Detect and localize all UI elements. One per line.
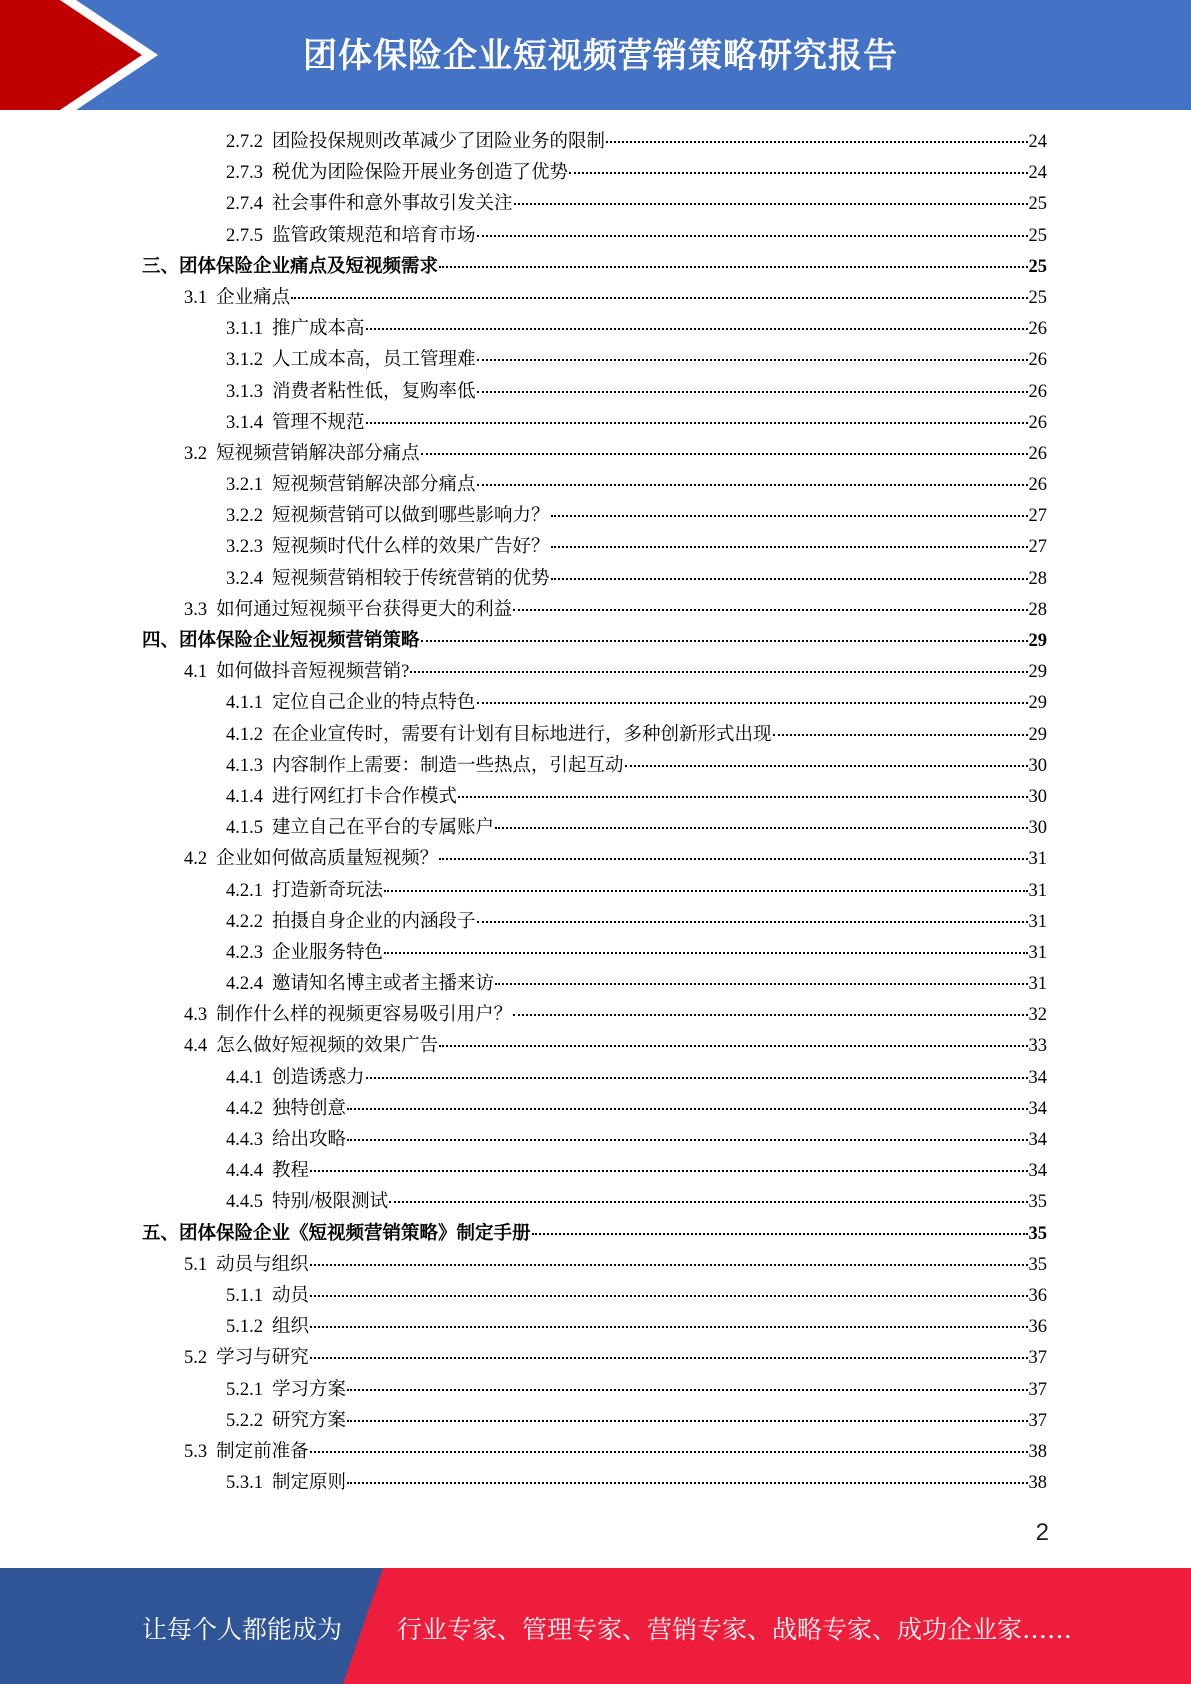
page-number: 2 <box>1035 1519 1049 1546</box>
toc-entry-page: 36 <box>1028 1317 1047 1338</box>
toc-entry-title: 建立自己在平台的专属账户 <box>272 818 495 839</box>
toc-entry-title: 在企业宣传时，需要有计划有目标地进行，多种创新形式出现 <box>272 724 772 745</box>
toc-entry-number: 3.1.3 <box>226 381 263 402</box>
toc-entry[interactable] <box>142 907 1047 938</box>
toc-entry-page: 34 <box>1028 1130 1047 1150</box>
toc-dot-leader <box>310 1295 1027 1297</box>
toc-entry-page: 26 <box>1028 412 1047 433</box>
toc-entry-title: 邀请知名博主或者主播来访 <box>272 974 495 995</box>
toc-entry-page: 29 <box>1028 662 1047 683</box>
toc-dot-leader <box>310 1357 1028 1359</box>
toc-entry-number: 5.3.1 <box>226 1473 263 1494</box>
toc-entry-title: 进行网红打卡合作模式 <box>272 786 458 807</box>
toc-dot-leader <box>606 141 1027 143</box>
toc-dot-leader <box>410 671 1027 673</box>
toc-entry-number: 2.7.2 <box>226 132 263 152</box>
toc-dot-leader <box>477 235 1028 237</box>
toc-entry[interactable] <box>142 1063 1047 1094</box>
toc-entry[interactable] <box>142 470 1047 501</box>
toc-dot-leader <box>773 734 1028 736</box>
toc-entry-number: 4.2.1 <box>226 880 263 901</box>
toc-dot-leader <box>477 391 1028 393</box>
toc-entry[interactable] <box>142 969 1047 1000</box>
toc-entry[interactable] <box>142 1250 1047 1281</box>
toc-entry-title: 给出攻略 <box>272 1130 347 1150</box>
toc-entry-number: 3.2 <box>184 443 208 464</box>
toc-entry-title: 研究方案 <box>272 1410 347 1431</box>
toc-entry[interactable] <box>142 1187 1047 1218</box>
toc-entry-number: 2.7.3 <box>226 163 263 184</box>
toc-entry-number: 5.1.1 <box>226 1285 263 1306</box>
toc-entry[interactable] <box>142 1375 1047 1406</box>
toc-entry-title: 拍摄自身企业的内涵段子 <box>272 911 476 932</box>
page-footer <box>0 1568 1191 1684</box>
toc-dot-leader <box>291 297 1027 299</box>
toc-dot-leader <box>347 1389 1027 1391</box>
toc-entry-page: 26 <box>1028 475 1047 496</box>
toc-entry-title: 组织 <box>272 1317 310 1338</box>
toc-entry[interactable] <box>142 688 1047 719</box>
toc-entry[interactable] <box>142 1343 1047 1374</box>
toc-dot-leader <box>310 1170 1027 1172</box>
toc-entry-page: 31 <box>1028 880 1047 901</box>
toc-entry-page: 37 <box>1028 1348 1047 1369</box>
toc-entry-page: 24 <box>1028 132 1047 152</box>
toc-entry-number: 5.3 <box>184 1441 208 1462</box>
toc-entry-page: 38 <box>1028 1441 1047 1462</box>
toc-entry-title: 团险投保规则改革减少了团险业务的限制 <box>272 132 606 152</box>
toc-entry-page: 35 <box>1028 1223 1047 1244</box>
toc-entry-number: 3.1.2 <box>226 350 263 371</box>
toc-entry-number: 4.4.4 <box>226 1161 263 1182</box>
toc-entry-title: 税优为团险保险开展业务创造了优势 <box>272 163 569 184</box>
toc-dot-leader <box>477 484 1028 486</box>
toc-entry-title: 监管政策规范和培育市场 <box>272 225 476 246</box>
toc-entry-page: 37 <box>1028 1410 1047 1431</box>
toc-entry-number: 4.1.4 <box>226 786 263 807</box>
toc-entry-number: 4.1.2 <box>226 724 263 745</box>
toc-dot-leader <box>477 702 1028 704</box>
toc-entry-title: 短视频营销解决部分痛点 <box>272 475 476 496</box>
toc-entry-number: 3.1.4 <box>226 412 263 433</box>
toc-entry-title: 社会事件和意外事故引发关注 <box>272 194 513 215</box>
toc-entry-page: 24 <box>1028 163 1047 184</box>
toc-entry[interactable] <box>142 221 1047 252</box>
toc-entry-page: 37 <box>1028 1379 1047 1400</box>
toc-entry[interactable] <box>142 813 1047 844</box>
toc-entry-title: 推广成本高 <box>272 319 365 340</box>
toc-entry[interactable] <box>142 501 1047 532</box>
toc-entry-page: 35 <box>1028 1254 1047 1275</box>
toc-entry-number: 3.1.1 <box>226 319 263 340</box>
toc-entry-page: 34 <box>1028 1098 1047 1119</box>
toc-entry-title: 企业如何做高质量短视频？ <box>216 849 439 870</box>
toc-entry[interactable] <box>142 1094 1047 1125</box>
toc-entry[interactable] <box>142 876 1047 907</box>
toc-entry-page: 25 <box>1028 287 1047 308</box>
toc-dot-leader <box>421 453 1028 455</box>
table-of-contents <box>142 127 1047 1499</box>
toc-entry[interactable] <box>142 782 1047 813</box>
toc-entry-page: 30 <box>1028 818 1047 839</box>
toc-dot-leader <box>569 172 1027 174</box>
toc-dot-leader <box>551 546 1028 548</box>
toc-entry-title: 短视频营销相较于传统营销的优势 <box>272 568 550 589</box>
toc-entry-number: 5.2.1 <box>226 1379 263 1400</box>
toc-entry-title: 企业痛点 <box>216 287 291 308</box>
toc-entry-page: 34 <box>1028 1067 1047 1088</box>
toc-entry[interactable] <box>142 1312 1047 1343</box>
toc-entry-page: 30 <box>1028 755 1047 776</box>
toc-entry-title: 动员与组织 <box>216 1254 309 1275</box>
toc-entry-number: 4.1.5 <box>226 818 263 839</box>
toc-entry[interactable] <box>142 1406 1047 1437</box>
toc-entry[interactable] <box>142 377 1047 408</box>
toc-entry[interactable] <box>142 345 1047 376</box>
footer-slogan-right: 行业专家、管理专家、营销专家、战略专家、成功企业家…… <box>397 1615 1073 1644</box>
toc-entry-number: 4.2.3 <box>226 942 263 963</box>
toc-entry-number: 3.2.3 <box>226 537 263 558</box>
toc-entry-page: 25 <box>1028 225 1047 246</box>
toc-dot-leader <box>514 203 1028 205</box>
toc-dot-leader <box>421 640 1028 642</box>
toc-entry-title: 打造新奇玩法 <box>272 880 384 901</box>
toc-dot-leader <box>551 578 1028 580</box>
toc-entry[interactable] <box>142 751 1047 782</box>
toc-entry-title: 人工成本高，员工管理难 <box>272 350 476 371</box>
report-title: 团体保险企业短视频营销策略研究报告 <box>303 36 898 76</box>
toc-dot-leader <box>310 1326 1027 1328</box>
toc-entry[interactable] <box>142 283 1047 314</box>
toc-entry-page: 36 <box>1028 1285 1047 1306</box>
toc-dot-leader <box>495 983 1027 985</box>
toc-entry-title: 教程 <box>272 1161 310 1182</box>
toc-entry-title: 制作什么样的视频更容易吸引用户？ <box>216 1005 513 1026</box>
toc-entry-title: 定位自己企业的特点特色 <box>272 693 476 714</box>
toc-entry-number: 4.4.5 <box>226 1192 263 1213</box>
toc-dot-leader <box>551 515 1028 517</box>
toc-entry-page: 26 <box>1028 350 1047 371</box>
toc-entry-title: 独特创意 <box>272 1098 347 1119</box>
toc-entry-number: 4.2.4 <box>226 974 263 995</box>
toc-entry[interactable] <box>142 408 1047 439</box>
toc-entry-page: 29 <box>1028 724 1047 745</box>
toc-dot-leader <box>495 827 1027 829</box>
toc-entry[interactable] <box>142 844 1047 875</box>
toc-entry-number: 2.7.4 <box>226 194 263 215</box>
page-header <box>0 0 1191 110</box>
toc-dot-leader <box>384 952 1027 954</box>
toc-entry[interactable] <box>142 1125 1047 1156</box>
toc-entry[interactable] <box>142 127 1047 158</box>
toc-dot-leader <box>439 858 1027 860</box>
toc-entry[interactable] <box>142 1219 1047 1250</box>
toc-entry-number: 5.1 <box>184 1254 208 1275</box>
toc-entry-title: 制定原则 <box>272 1473 347 1494</box>
toc-dot-leader <box>366 422 1028 424</box>
toc-entry[interactable] <box>142 1468 1047 1499</box>
toc-entry-page: 31 <box>1028 942 1047 963</box>
toc-dot-leader <box>439 1045 1027 1047</box>
toc-dot-leader <box>347 1420 1027 1422</box>
toc-entry-title: 短视频营销可以做到哪些影响力？ <box>272 506 550 527</box>
toc-entry-number: 3.2.4 <box>226 568 263 589</box>
toc-entry-title: 五、团体保险企业《短视频营销策略》制定手册 <box>142 1223 531 1244</box>
toc-entry-page: 38 <box>1028 1473 1047 1494</box>
toc-entry[interactable] <box>142 1031 1047 1062</box>
red-chevron-icon <box>0 0 160 110</box>
footer-slogan-left: 让每个人都能成为 <box>142 1615 343 1644</box>
toc-entry-title: 学习与研究 <box>216 1348 309 1369</box>
toc-dot-leader <box>477 359 1028 361</box>
toc-entry-title: 怎么做好短视频的效果广告 <box>216 1036 439 1057</box>
toc-entry-number: 4.1 <box>184 662 208 683</box>
toc-dot-leader <box>532 1233 1028 1235</box>
toc-entry-title: 三、团体保险企业痛点及短视频需求 <box>142 256 439 277</box>
toc-entry-number: 4.4.1 <box>226 1067 263 1088</box>
toc-entry-number: 3.1 <box>184 287 208 308</box>
toc-entry-page: 34 <box>1028 1161 1047 1182</box>
toc-entry-number: 2.7.5 <box>226 225 263 246</box>
toc-entry[interactable] <box>142 564 1047 595</box>
toc-entry-title: 企业服务特色 <box>272 942 384 963</box>
toc-entry-title: 制定前准备 <box>216 1441 309 1462</box>
toc-entry-page: 31 <box>1028 849 1047 870</box>
toc-entry-page: 27 <box>1028 537 1047 558</box>
toc-dot-leader <box>384 890 1027 892</box>
toc-dot-leader <box>366 1077 1028 1079</box>
toc-entry-page: 28 <box>1028 599 1047 620</box>
toc-entry-page: 28 <box>1028 568 1047 589</box>
toc-entry-title: 动员 <box>272 1285 310 1306</box>
toc-entry-page: 32 <box>1028 1005 1047 1026</box>
toc-entry[interactable] <box>142 657 1047 688</box>
toc-dot-leader <box>310 1451 1028 1453</box>
toc-entry-title: 短视频时代什么样的效果广告好？ <box>272 537 550 558</box>
toc-entry-page: 26 <box>1028 381 1047 402</box>
toc-entry[interactable] <box>142 189 1047 220</box>
toc-dot-leader <box>366 328 1028 330</box>
toc-entry-page: 35 <box>1028 1192 1047 1213</box>
toc-entry[interactable] <box>142 532 1047 563</box>
toc-entry-page: 31 <box>1028 974 1047 995</box>
toc-dot-leader <box>513 1014 1027 1016</box>
toc-entry[interactable] <box>142 626 1047 657</box>
toc-entry-number: 4.4 <box>184 1036 208 1057</box>
toc-entry[interactable] <box>142 252 1047 283</box>
toc-entry-page: 29 <box>1028 693 1047 714</box>
toc-entry-number: 4.3 <box>184 1005 208 1026</box>
toc-dot-leader <box>439 266 1027 268</box>
toc-entry-title: 特别/极限测试 <box>272 1192 389 1213</box>
toc-entry-page: 33 <box>1028 1036 1047 1057</box>
toc-entry[interactable] <box>142 938 1047 969</box>
toc-entry-page: 30 <box>1028 786 1047 807</box>
toc-entry[interactable] <box>142 439 1047 470</box>
toc-dot-leader <box>389 1201 1027 1203</box>
toc-entry-page: 25 <box>1028 256 1047 277</box>
toc-entry-page: 26 <box>1028 443 1047 464</box>
toc-dot-leader <box>477 921 1028 923</box>
toc-entry-number: 4.2 <box>184 849 208 870</box>
toc-entry-number: 3.2.1 <box>226 475 263 496</box>
toc-entry[interactable] <box>142 158 1047 189</box>
toc-entry-title: 四、团体保险企业短视频营销策略 <box>142 631 420 651</box>
toc-entry[interactable] <box>142 314 1047 345</box>
toc-entry-page: 27 <box>1028 506 1047 527</box>
toc-dot-leader <box>347 1139 1027 1141</box>
toc-entry-page: 26 <box>1028 319 1047 340</box>
toc-entry-title: 如何做抖音短视频营销? <box>216 662 410 683</box>
toc-entry-number: 4.4.3 <box>226 1130 263 1150</box>
toc-entry[interactable] <box>142 1156 1047 1187</box>
toc-dot-leader <box>310 1264 1028 1266</box>
toc-entry-title: 如何通过短视频平台获得更大的利益 <box>216 599 513 620</box>
toc-entry[interactable] <box>142 1281 1047 1312</box>
toc-entry[interactable] <box>142 1437 1047 1468</box>
toc-entry-number: 5.2.2 <box>226 1410 263 1431</box>
toc-entry-title: 管理不规范 <box>272 412 365 433</box>
toc-entry-number: 3.3 <box>184 599 208 620</box>
toc-entry-page: 31 <box>1028 911 1047 932</box>
toc-entry-title: 创造诱惑力 <box>272 1067 365 1088</box>
toc-dot-leader <box>625 765 1028 767</box>
toc-entry-number: 3.2.2 <box>226 506 263 527</box>
toc-entry[interactable] <box>142 595 1047 626</box>
toc-dot-leader <box>458 796 1027 798</box>
toc-entry[interactable] <box>142 1000 1047 1031</box>
toc-dot-leader <box>513 609 1027 611</box>
toc-entry-title: 内容制作上需要：制造一些热点，引起互动 <box>272 755 624 776</box>
toc-entry-title: 消费者粘性低，复购率低 <box>272 381 476 402</box>
toc-dot-leader <box>347 1108 1027 1110</box>
toc-entry-number: 4.1.1 <box>226 693 263 714</box>
toc-entry-number: 5.2 <box>184 1348 208 1369</box>
toc-entry-number: 4.4.2 <box>226 1098 263 1119</box>
toc-entry-title: 短视频营销解决部分痛点 <box>216 443 420 464</box>
toc-entry-page: 29 <box>1028 631 1047 651</box>
toc-entry-number: 4.1.3 <box>226 755 263 776</box>
toc-entry-number: 5.1.2 <box>226 1317 263 1338</box>
toc-entry-page: 25 <box>1028 194 1047 215</box>
toc-entry-number: 4.2.2 <box>226 911 263 932</box>
toc-entry[interactable] <box>142 720 1047 751</box>
toc-entry-title: 学习方案 <box>272 1379 347 1400</box>
toc-dot-leader <box>347 1482 1027 1484</box>
